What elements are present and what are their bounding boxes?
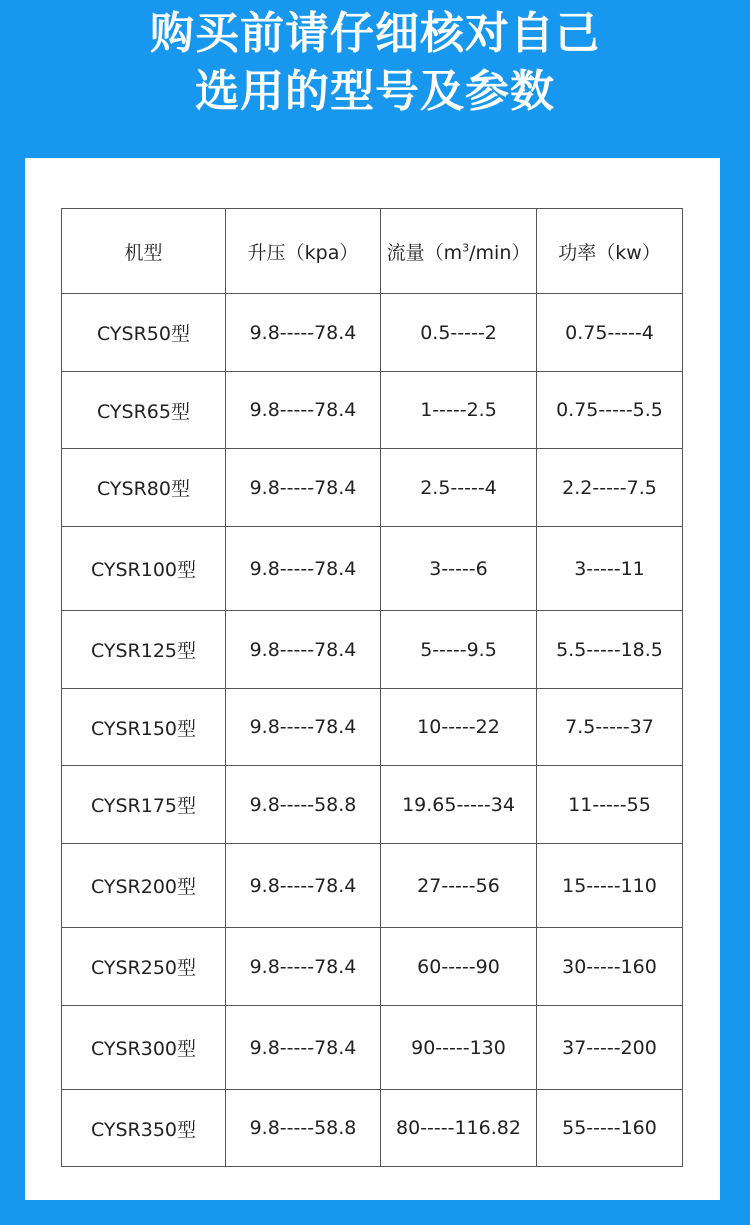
- cell-flow: 60-----90: [381, 928, 537, 1006]
- cell-model: CYSR150型: [62, 689, 226, 766]
- table-row: [62, 294, 683, 372]
- header-flow-suffix: /min）: [469, 241, 531, 264]
- cell-power: 0.75-----4: [537, 294, 683, 372]
- cell-flow: 80-----116.82: [381, 1090, 537, 1167]
- cell-model: CYSR250型: [62, 928, 226, 1006]
- cell-power: 15-----110: [537, 844, 683, 928]
- title-line-1: 购买前请仔细核对自己: [150, 8, 600, 59]
- table-row: [62, 1090, 683, 1167]
- cell-flow: 10-----22: [381, 689, 537, 766]
- cell-flow: 3-----6: [381, 527, 537, 611]
- cell-model: CYSR65型: [62, 372, 226, 449]
- cell-flow: 2.5-----4: [381, 449, 537, 527]
- cell-pressure: 9.8-----78.4: [226, 844, 381, 928]
- cell-flow: 1-----2.5: [381, 372, 537, 449]
- table-row: [62, 844, 683, 928]
- cell-flow: 27-----56: [381, 844, 537, 928]
- cell-model: CYSR175型: [62, 766, 226, 844]
- table-row: [62, 928, 683, 1006]
- cell-flow: 19.65-----34: [381, 766, 537, 844]
- cell-model: CYSR125型: [62, 611, 226, 689]
- header-flow: [381, 209, 537, 294]
- cell-pressure: 9.8-----78.4: [226, 928, 381, 1006]
- cell-model: CYSR50型: [62, 294, 226, 372]
- header-flow-prefix: 流量（m: [386, 241, 463, 264]
- cell-model: CYSR100型: [62, 527, 226, 611]
- cell-pressure: 9.8-----78.4: [226, 1006, 381, 1090]
- cell-power: 7.5-----37: [537, 689, 683, 766]
- cell-model: CYSR300型: [62, 1006, 226, 1090]
- table-row: [62, 689, 683, 766]
- cell-power: 5.5-----18.5: [537, 611, 683, 689]
- table-row: [62, 1006, 683, 1090]
- cell-pressure: 9.8-----78.4: [226, 527, 381, 611]
- title-line-2: 选用的型号及参数: [195, 66, 555, 117]
- cell-power: 37-----200: [537, 1006, 683, 1090]
- cell-pressure: 9.8-----78.4: [226, 294, 381, 372]
- cell-power: 55-----160: [537, 1090, 683, 1167]
- cell-power: 2.2-----7.5: [537, 449, 683, 527]
- header-power: 功率（kw）: [537, 209, 683, 294]
- header-row: [62, 209, 683, 294]
- cell-pressure: 9.8-----58.8: [226, 766, 381, 844]
- cell-pressure: 9.8-----78.4: [226, 372, 381, 449]
- table-row: [62, 766, 683, 844]
- table-row: [62, 372, 683, 449]
- header-flow-sup: 3: [462, 241, 470, 255]
- header-model: 机型: [62, 209, 226, 294]
- cell-pressure: 9.8-----78.4: [226, 449, 381, 527]
- cell-model: CYSR350型: [62, 1090, 226, 1167]
- cell-model: CYSR200型: [62, 844, 226, 928]
- table-row: [62, 611, 683, 689]
- cell-flow: 90-----130: [381, 1006, 537, 1090]
- cell-power: 30-----160: [537, 928, 683, 1006]
- header-pressure: 升压（kpa）: [226, 209, 381, 294]
- table-row: [62, 527, 683, 611]
- cell-flow: 0.5-----2: [381, 294, 537, 372]
- cell-model: CYSR80型: [62, 449, 226, 527]
- cell-flow: 5-----9.5: [381, 611, 537, 689]
- table-row: [62, 449, 683, 527]
- spec-table: [61, 208, 683, 1167]
- cell-pressure: 9.8-----58.8: [226, 1090, 381, 1167]
- cell-power: 0.75-----5.5: [537, 372, 683, 449]
- cell-pressure: 9.8-----78.4: [226, 611, 381, 689]
- cell-power: 3-----11: [537, 527, 683, 611]
- cell-pressure: 9.8-----78.4: [226, 689, 381, 766]
- cell-power: 11-----55: [537, 766, 683, 844]
